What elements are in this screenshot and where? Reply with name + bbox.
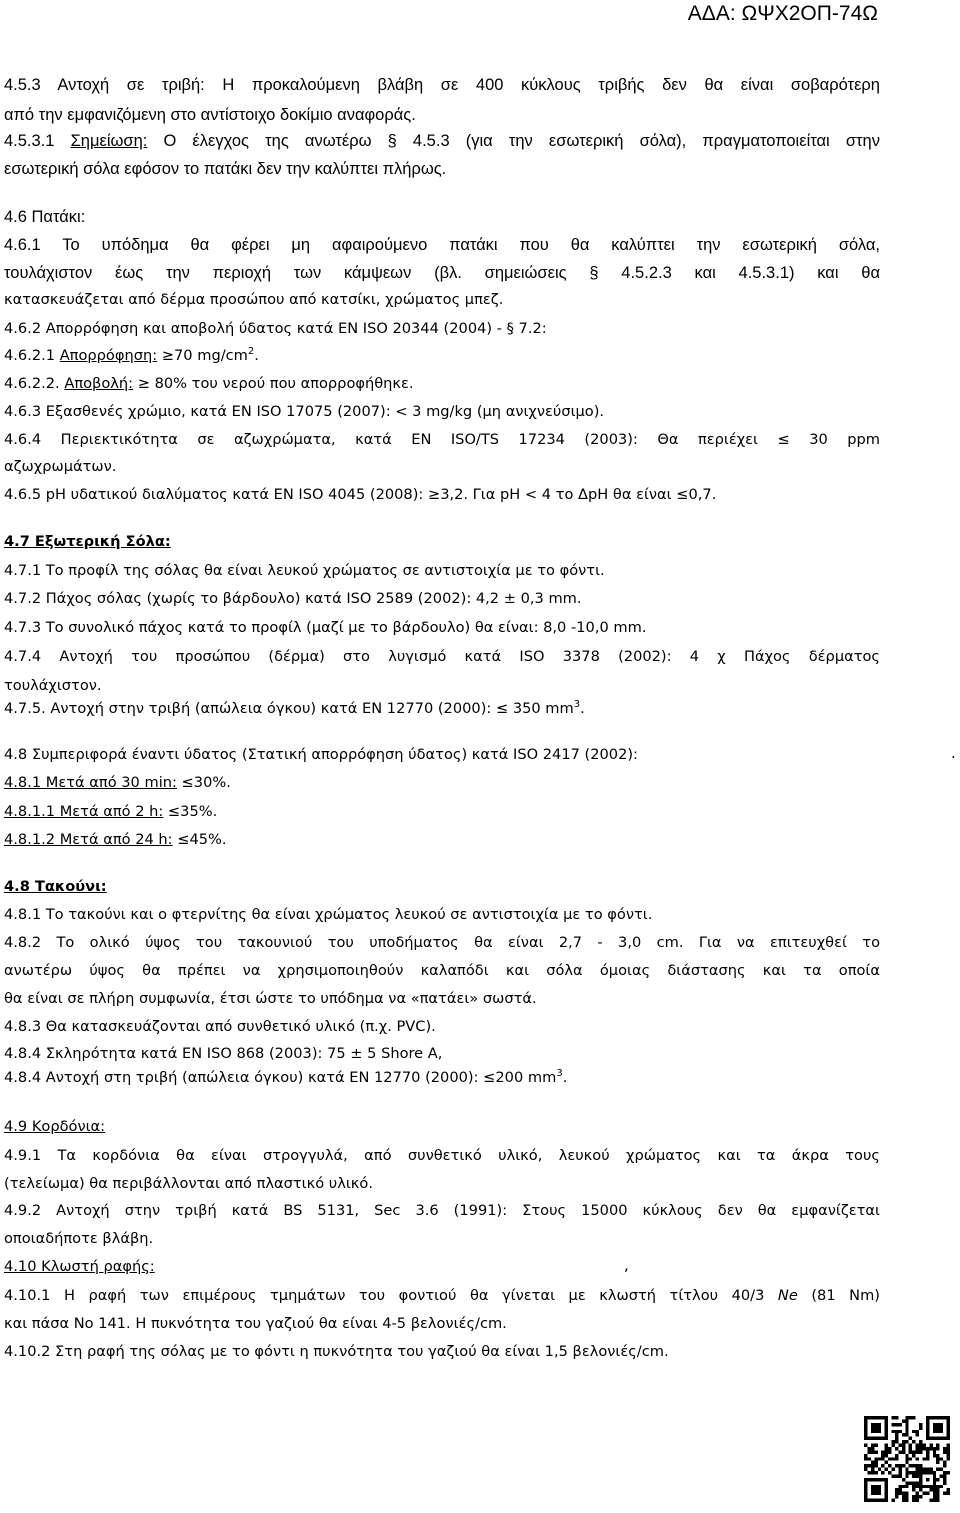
para-4-7-2: 4.7.2 Πάχος σόλας (χωρίς το βάρδουλο) κατά ISO 2589 (2002): 4,2 ± 0,3 mm. xyxy=(4,590,582,607)
section-4-10-heading: 4.10 Κλωστή ραφής: xyxy=(4,1258,155,1275)
para-4-6-2-2 xyxy=(4,373,414,395)
para-4-6-1-line2: τουλάχιστον έως την περιοχή των κάμψεων (βλ. σημειώσεις § 4.5.2.3 και 4.5.3.1) και θα xyxy=(4,264,880,282)
para-text: ≥ 80% του νερού που απορροφήθηκε. xyxy=(133,375,414,392)
section-4-8-heel-heading: 4.8 Τακούνι: xyxy=(4,878,107,895)
para-text-end: (81 Nm) xyxy=(797,1287,880,1304)
para-4-7-4-line2: τουλάχιστον. xyxy=(4,677,102,694)
para-number: 4.5.3.1 xyxy=(4,132,71,150)
para-4-8-1-heel: 4.8.1 Το τακούνι και ο φτερνίτης θα είναι χρώματος λευκού σε αντιστοιχία με το φόντι. xyxy=(4,906,653,923)
para-4-6-2: 4.6.2 Απορρόφηση και αποβολή ύδατος κατά EN ISO 20344 (2004) - § 7.2: xyxy=(4,320,547,337)
section-4-6-heading: 4.6 Πατάκι: xyxy=(4,208,86,226)
ne-unit: Ne xyxy=(777,1287,798,1304)
para-text: ≤45%. xyxy=(172,831,227,848)
para-4-8-3: 4.8.3 Θα κατασκευάζονται από συνθετικό υλικό (π.χ. PVC). xyxy=(4,1018,436,1035)
absorption-label: Απορρόφηση: xyxy=(59,347,158,364)
para-4-10-1-line1 xyxy=(4,1285,880,1307)
para-4-8-2-line2: ανωτέρω ύψος θα πρέπει να χρησιμοποιηθούν καλαπόδι και σόλα όμοιας διάστασης και τα οποία xyxy=(4,962,880,979)
superscript: 3 xyxy=(573,699,581,710)
para-4-8-2-line3: θα είναι σε πλήρη συμφωνία, έτσι ώστε το υπόδημα να «πατάει» σωστά. xyxy=(4,990,537,1007)
stray-comma: , xyxy=(624,1256,629,1274)
para-text: 4.7.5. Αντοχή στην τριβή (απώλεια όγκου) κατά EN 12770 (2000): ≤ 350 mm xyxy=(4,700,574,717)
para-4-10-2: 4.10.2 Στη ραφή της σόλας με το φόντι η πυκνότητα του γαζιού θα είναι 1,5 βελονιές/cm. xyxy=(4,1343,669,1360)
para-4-7-1: 4.7.1 Το προφίλ της σόλας θα είναι λευκού χρώματος σε αντιστοιχία με το φόντι. xyxy=(4,562,605,579)
para-4-5-3-line2: από την εμφανιζόμενη στο αντίστοιχο δοκίμιο αναφοράς. xyxy=(4,106,416,124)
para-text: ≤30%. xyxy=(176,774,231,791)
para-number: 4.6.2.2. xyxy=(4,375,65,392)
para-4-5-3-line1: 4.5.3 Αντοχή σε τριβή: Η προκαλούμενη βλάβη σε 400 κύκλους τριβής δεν θα είναι σοβαρότερη xyxy=(4,76,880,94)
para-text-end: . xyxy=(580,700,585,717)
stray-period: . xyxy=(951,744,956,762)
para-text-end: . xyxy=(562,1069,568,1086)
section-4-7-heading: 4.7 Εξωτερική Σόλα: xyxy=(4,533,171,550)
para-4-6-5: 4.6.5 pH υδατικού διαλύματος κατά EN ISO 4045 (2008): ≥3,2. Για pH < 4 το ΔpH θα είναι ≤0,7. xyxy=(4,486,717,503)
para-4-8-1-1 xyxy=(4,801,217,823)
para-4-8-1-2 xyxy=(4,829,227,851)
para-4-10-1-line2: και πάσα No 141. Η πυκνότητα του γαζιού θα είναι 4-5 βελονιές/cm. xyxy=(4,1315,507,1332)
para-4-8-4-abrasion xyxy=(4,1067,567,1089)
qr-code xyxy=(864,1416,950,1502)
para-text: ≥70 mg/cm xyxy=(157,347,248,364)
para-4-8-2-line1: 4.8.2 Το ολικό ύψος του τακουνιού του υποδήματος θα είναι 2,7 - 3,0 cm. Για να επιτευχθεί το xyxy=(4,934,880,951)
para-4-9-1-line2: (τελείωμα) θα περιβάλλονται από πλαστικό υλικό. xyxy=(4,1175,373,1192)
para-4-5-3-1-line2: εσωτερική σόλα εφόσον το πατάκι δεν την καλύπτει πλήρως. xyxy=(4,160,447,178)
document-ada-code: ΑΔΑ: ΩΨΧ2ΟΠ-74Ω xyxy=(687,2,878,25)
para-text: ≤35%. xyxy=(163,803,218,820)
para-text: Ο έλεγχος της ανωτέρω § 4.5.3 (για την εσωτερική σόλα), πραγματοποιείται στην xyxy=(147,132,880,150)
para-4-8-1 xyxy=(4,772,231,794)
section-4-8-water: 4.8 Συμπεριφορά έναντι ύδατος (Στατική απορρόφηση ύδατος) κατά ISO 2417 (2002): xyxy=(4,746,638,763)
para-4-7-5 xyxy=(4,698,585,720)
condition-label: 4.8.1 Μετά από 30 min: xyxy=(4,774,177,791)
para-4-9-2-line2: οποιαδήποτε βλάβη. xyxy=(4,1230,154,1247)
superscript: 3 xyxy=(556,1068,563,1079)
para-text: 4.10.1 Η ραφή των επιμέρους τμημάτων του φοντιού θα γίνεται με κλωστή τίτλου 40/3 xyxy=(4,1287,778,1304)
desorption-label: Αποβολή: xyxy=(64,375,134,392)
para-4-6-1-line1: 4.6.1 Το υπόδημα θα φέρει μη αφαιρούμενο πατάκι που θα καλύπτει την εσωτερική σόλα, xyxy=(4,236,880,254)
para-4-6-4-line2: αζωχρωμάτων. xyxy=(4,458,117,475)
para-4-6-3: 4.6.3 Εξασθενές χρώμιο, κατά EN ISO 17075 (2007): < 3 mg/kg (μη ανιχνεύσιμο). xyxy=(4,403,605,420)
para-4-6-1-line3: κατασκευάζεται από δέρμα προσώπου από κατσίκι, χρώματος μπεζ. xyxy=(4,291,504,308)
note-label: Σημείωση: xyxy=(70,132,148,150)
para-4-7-4-line1: 4.7.4 Αντοχή του προσώπου (δέρμα) στο λυγισμό κατά ISO 3378 (2002): 4 χ Πάχος δέρματος xyxy=(4,648,880,665)
para-4-8-4-hardness: 4.8.4 Σκληρότητα κατά EN ISO 868 (2003): 75 ± 5 Shore A, xyxy=(4,1045,443,1062)
condition-label: 4.8.1.2 Μετά από 24 h: xyxy=(4,831,173,848)
para-4-6-2-1 xyxy=(4,345,259,367)
para-4-9-1-line1: 4.9.1 Τα κορδόνια θα είναι στρογγυλά, από συνθετικό υλικό, λευκού χρώματος και τα άκρα τους xyxy=(4,1147,880,1164)
superscript: 2 xyxy=(247,346,255,357)
condition-label: 4.8.1.1 Μετά από 2 h: xyxy=(4,803,164,820)
para-text: 4.8.4 Αντοχή στη τριβή (απώλεια όγκου) κατά EN 12770 (2000): ≤200 mm xyxy=(4,1069,557,1086)
para-4-5-3-1-line1 xyxy=(4,130,880,152)
para-4-9-2-line1: 4.9.2 Αντοχή στην τριβή κατά BS 5131, Sec 3.6 (1991): Στους 15000 κύκλους δεν θα εμφανίζεται xyxy=(4,1202,880,1219)
para-4-7-3: 4.7.3 Το συνολικό πάχος κατά το προφίλ (μαζί με το βάρδουλο) θα είναι: 8,0 -10,0 mm. xyxy=(4,619,647,636)
section-4-9-heading: 4.9 Κορδόνια: xyxy=(4,1118,106,1135)
para-number: 4.6.2.1 xyxy=(4,347,60,364)
para-text-end: . xyxy=(254,347,259,364)
para-4-6-4-line1: 4.6.4 Περιεκτικότητα σε αζωχρώματα, κατά EN ISO/TS 17234 (2003): Θα περιέχει ≤ 30 ppm xyxy=(4,431,880,448)
